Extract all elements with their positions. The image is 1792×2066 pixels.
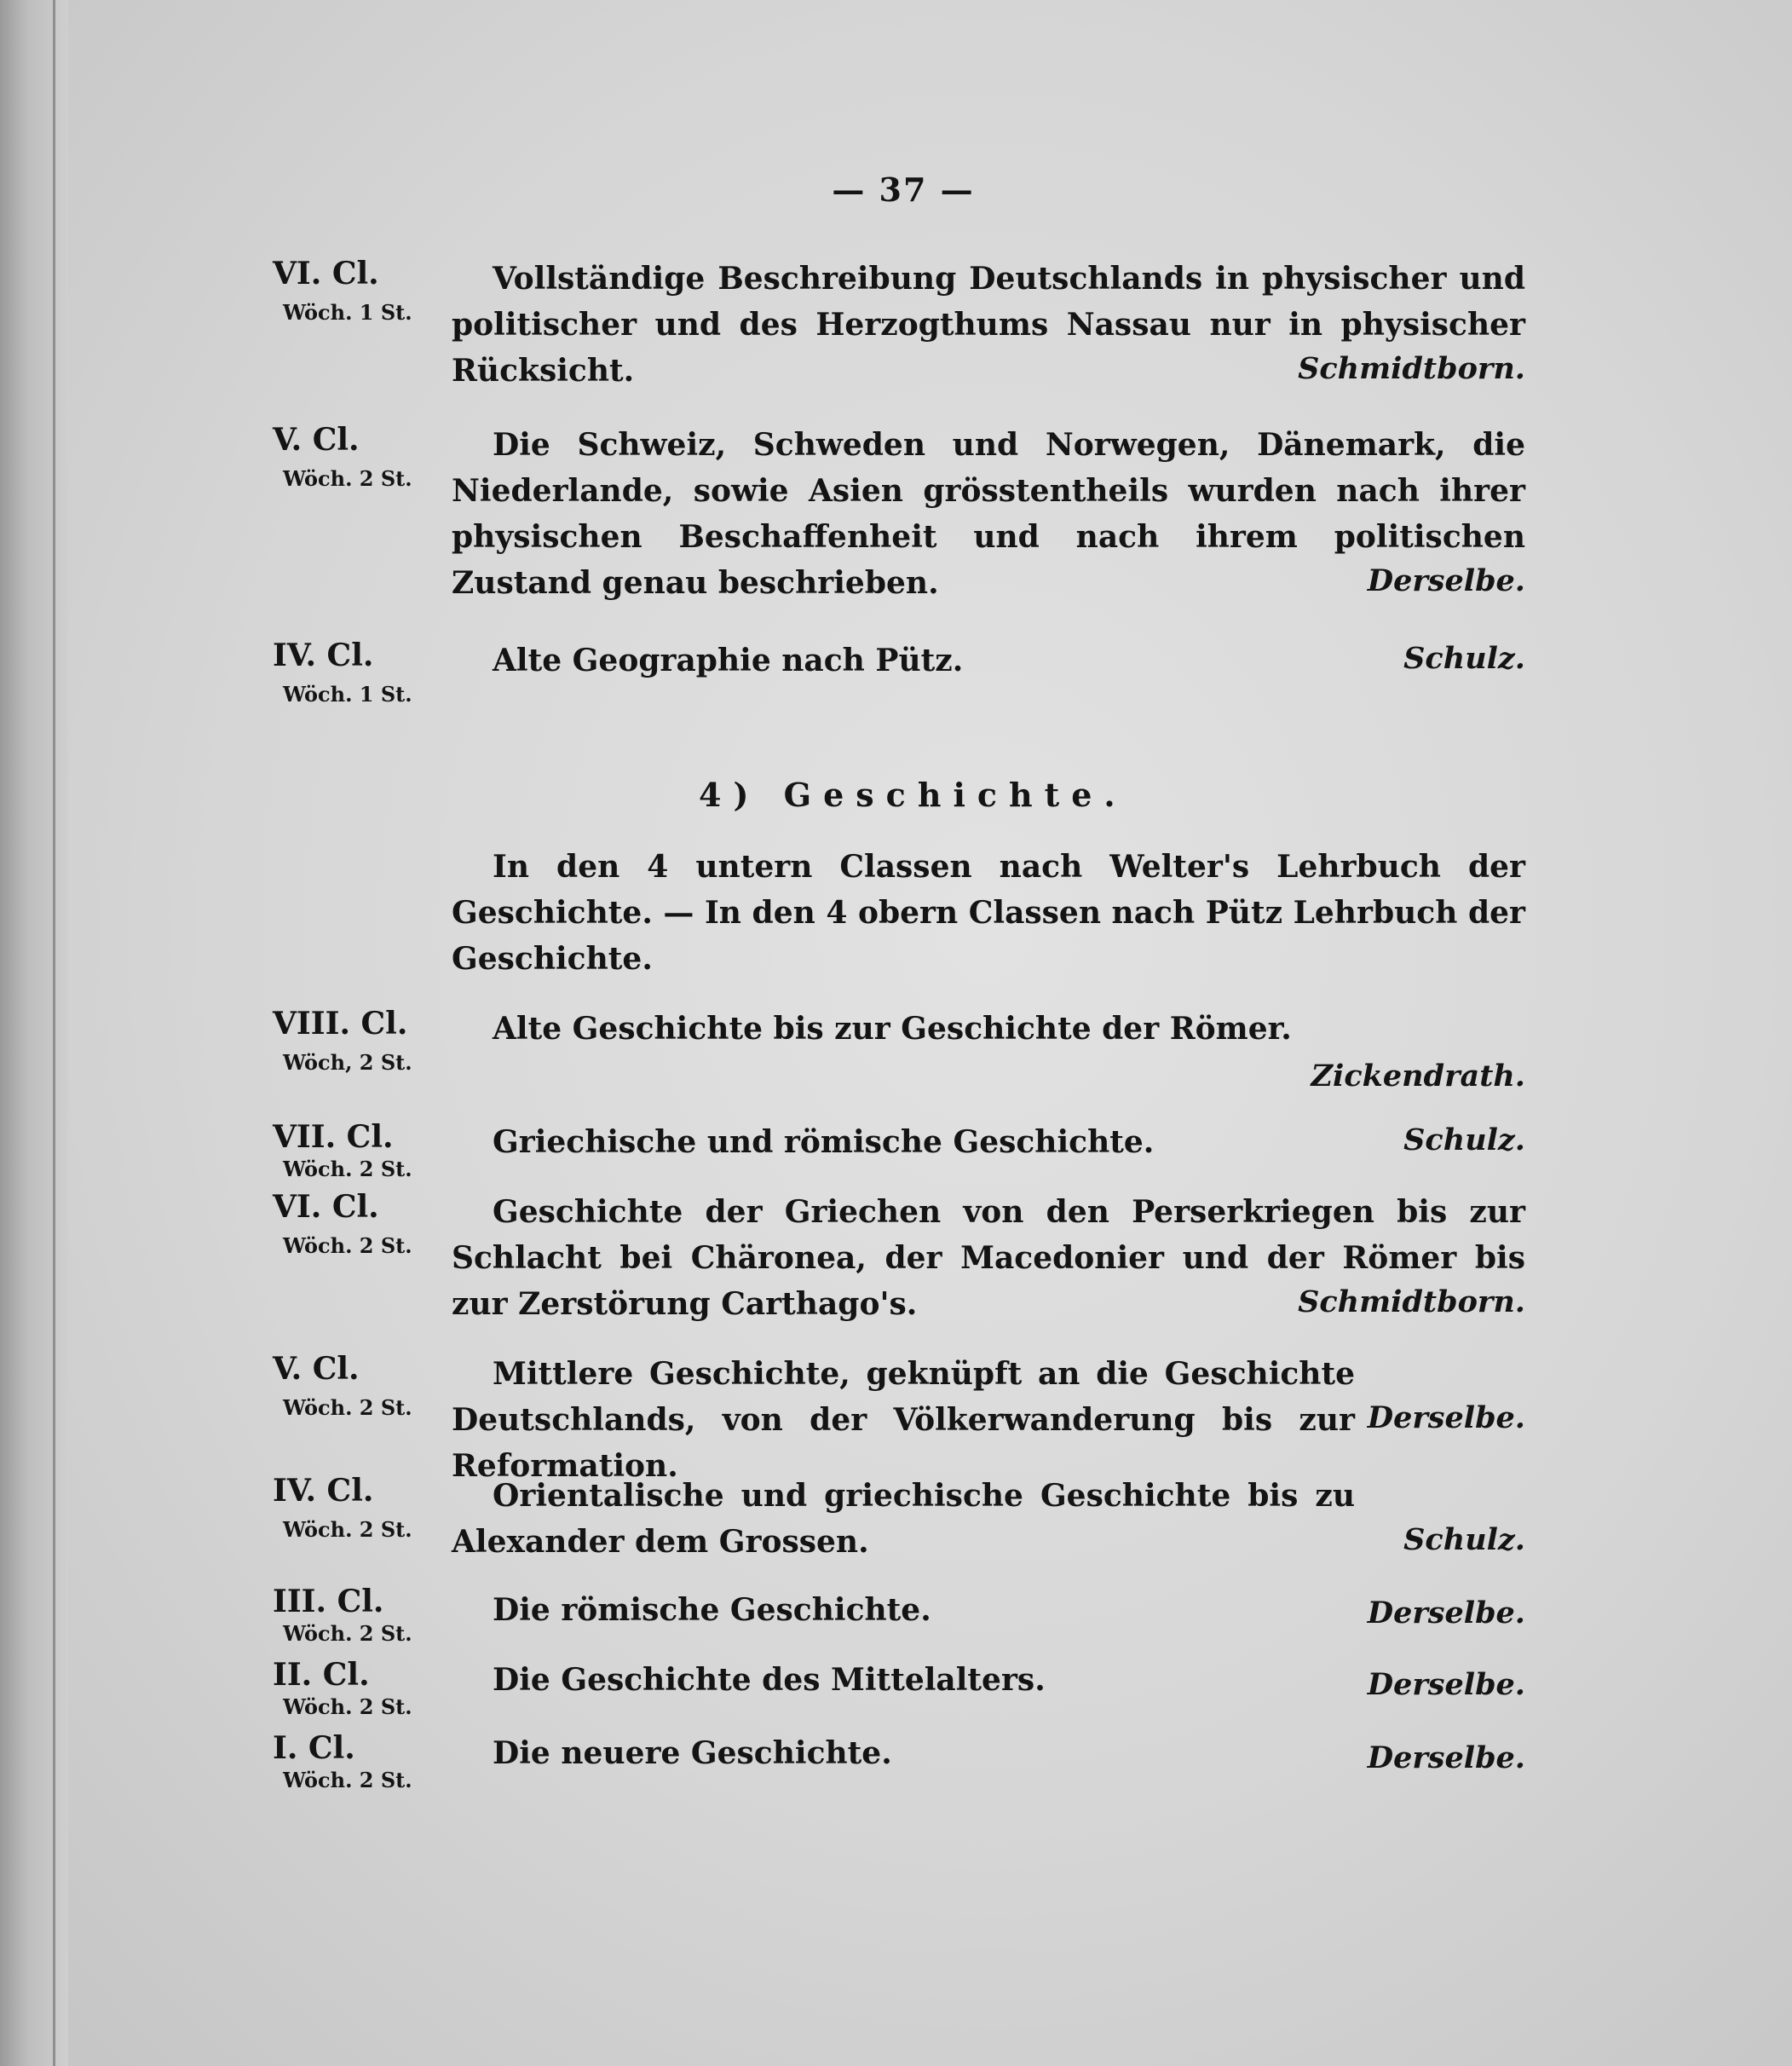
- gutter-edge: [53, 0, 55, 2066]
- weekly-hours: Wöch. 2 St.: [283, 1768, 412, 1792]
- class-label: VI. Cl.: [273, 1189, 379, 1225]
- teacher-name: Schulz.: [1403, 1522, 1525, 1557]
- section-number: 4): [699, 776, 761, 814]
- hist-entry-3: [273, 1189, 1525, 1325]
- hist-entry-4: [273, 1351, 1525, 1484]
- weekly-hours: Wöch. 2 St.: [283, 1395, 412, 1420]
- weekly-hours: Wöch. 2 St.: [283, 1157, 412, 1181]
- section-intro: In den 4 untern Classen nach Welter's Lehrbuch der Geschichte. — In den 4 obern Classen nach Pütz Lehrbuch der Geschichte.: [452, 849, 1525, 977]
- hist-entry-8: [273, 1730, 1525, 1798]
- class-label: V. Cl.: [273, 422, 360, 458]
- teacher-name: Derselbe.: [1367, 1740, 1525, 1775]
- entry-text: Die neuere Geschichte.: [493, 1735, 892, 1771]
- class-label: III. Cl.: [273, 1584, 384, 1619]
- book-gutter: [0, 0, 68, 2066]
- class-label: VII. Cl.: [273, 1119, 394, 1155]
- class-label: V. Cl.: [273, 1351, 360, 1387]
- hist-entry-6: [273, 1584, 1525, 1652]
- class-label: VI. Cl.: [273, 256, 379, 291]
- teacher-name: Derselbe.: [1367, 563, 1525, 598]
- hist-entry-5: [273, 1473, 1525, 1567]
- weekly-hours: Wöch. 1 St.: [283, 682, 412, 707]
- class-label: II. Cl.: [273, 1657, 370, 1693]
- entry-text: Geschichte der Griechen von den Perserkriegen bis zur Schlacht bei Chäronea, der Macedonier und der Römer bis zur Zerstörung Carthago's.: [452, 1194, 1525, 1322]
- class-label: I. Cl.: [273, 1730, 355, 1766]
- teacher-name: Schulz.: [1403, 641, 1525, 676]
- entry-text: Orientalische und griechische Geschichte bis zu Alexander dem Grossen.: [452, 1478, 1355, 1560]
- hist-entry-1: [273, 1006, 1525, 1099]
- section-heading: [699, 776, 1127, 814]
- teacher-name: Derselbe.: [1367, 1667, 1525, 1702]
- entry-text: Griechische und römische Geschichte.: [493, 1124, 1155, 1160]
- class-label: VIII. Cl.: [273, 1006, 408, 1042]
- entry-text: Alte Geographie nach Pütz.: [493, 643, 964, 678]
- class-label: IV. Cl.: [273, 638, 374, 673]
- weekly-hours: Wöch. 2 St.: [283, 1621, 412, 1646]
- geo-entry-2: [273, 422, 1525, 609]
- teacher-name: Derselbe.: [1367, 1400, 1525, 1435]
- teacher-name: Schmidtborn.: [1298, 1284, 1525, 1319]
- weekly-hours: Wöch. 2 St.: [283, 466, 412, 491]
- geo-entry-3: [273, 638, 1525, 714]
- entry-text: Alte Geschichte bis zur Geschichte der Römer.: [493, 1011, 1292, 1047]
- geo-entry-1: [273, 256, 1525, 392]
- class-label: IV. Cl.: [273, 1473, 374, 1509]
- teacher-name: Derselbe.: [1367, 1596, 1525, 1630]
- teacher-name: Zickendrath.: [1311, 1059, 1525, 1094]
- teacher-name: Schulz.: [1403, 1122, 1525, 1157]
- hist-entry-2: [273, 1119, 1525, 1187]
- weekly-hours: Wöch. 2 St.: [283, 1694, 412, 1719]
- teacher-name: Schmidtborn.: [1298, 351, 1525, 386]
- section-title: Geschichte.: [783, 776, 1127, 814]
- hist-entry-7: [273, 1657, 1525, 1725]
- entry-text: Die römische Geschichte.: [493, 1592, 931, 1628]
- entry-text: Vollständige Beschreibung Deutschlands in physischer und politischer und des Herzogthums Nassau nur in physischer Rücksicht.: [452, 261, 1525, 389]
- weekly-hours: Wöch. 2 St.: [283, 1517, 412, 1542]
- entry-text: Die Geschichte des Mittelalters.: [493, 1662, 1046, 1698]
- entry-text: Die Schweiz, Schweden und Norwegen, Dänemark, die Niederlande, sowie Asien grösstentheils wurden nach ihrer physischen Beschaffenheit und nach ihrem politischen Zustand genau beschrieben.: [452, 427, 1525, 601]
- page-number: — 37 —: [832, 170, 975, 209]
- entry-text: Mittlere Geschichte, geknüpft an die Geschichte Deutschlands, von der Völkerwanderung bis zur Reformation.: [452, 1356, 1355, 1484]
- weekly-hours: Wöch, 2 St.: [283, 1050, 412, 1075]
- weekly-hours: Wöch. 1 St.: [283, 300, 412, 325]
- weekly-hours: Wöch. 2 St.: [283, 1233, 412, 1258]
